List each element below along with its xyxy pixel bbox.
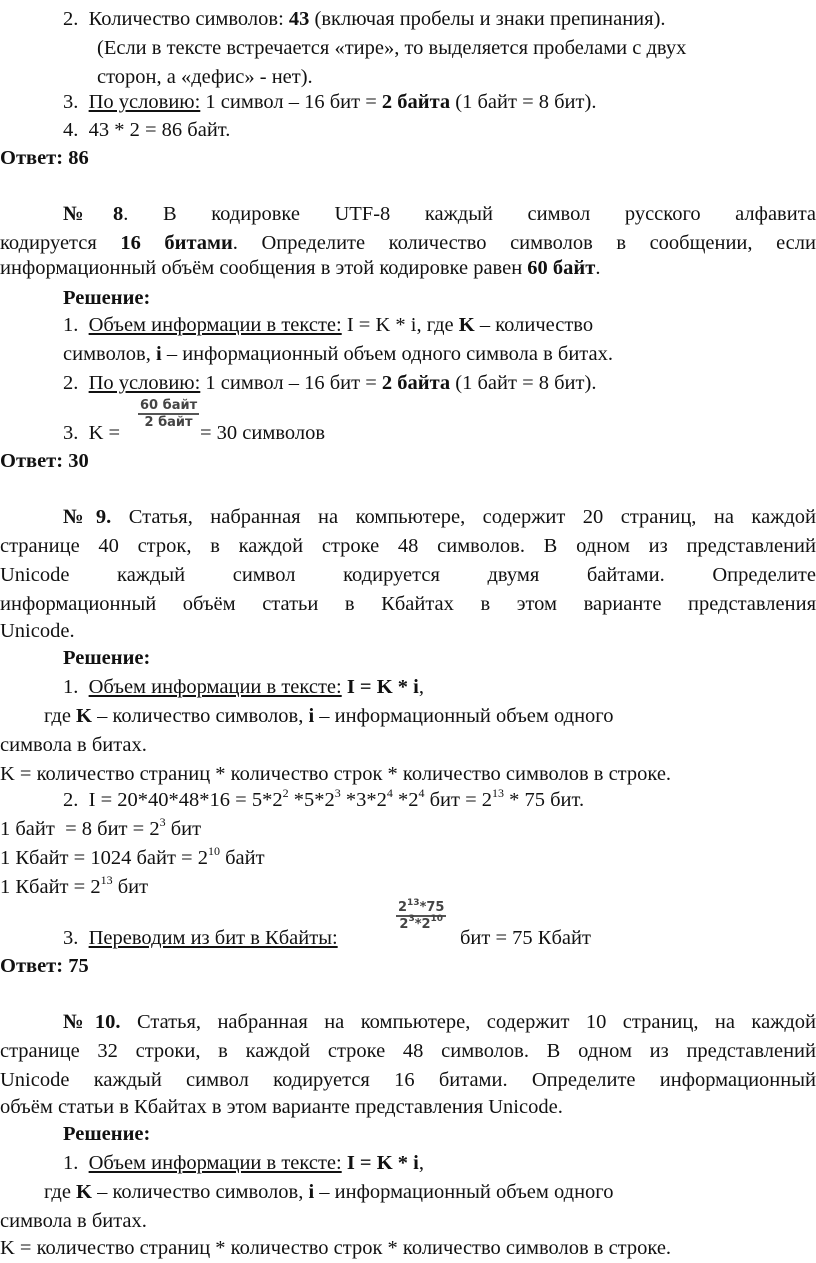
task-statement-line — [63, 503, 816, 532]
conversion-label: Переводим из бит в Кбайты: — [88, 927, 338, 949]
item-text: 2. Количество символов: — [63, 8, 289, 30]
list-item — [63, 311, 593, 340]
item-text: 1 символ – 16 бит = — [200, 372, 382, 394]
fraction-image — [138, 398, 199, 430]
calc-text: 2. I = 20*40*48*16 = 5*2 — [63, 789, 283, 811]
calc-text: бит — [112, 876, 149, 898]
k-formula: K = количество страниц * количество строк * количество символов в строке. — [0, 1237, 672, 1259]
calc-text: бит = 2 — [424, 789, 492, 811]
answer: Ответ: 30 — [0, 450, 89, 472]
item-text: – количество символов, — [92, 705, 309, 727]
exponent: 13 — [100, 873, 113, 888]
item-text: (1 байт = 8 бит). — [450, 91, 597, 113]
k-formula: K = количество страниц * количество строк * количество символов в строке. — [0, 763, 672, 785]
list-item — [63, 88, 596, 117]
exponent: 13 — [492, 786, 504, 801]
exponent: 4 — [418, 786, 425, 801]
calc-text: * 75 бит. — [504, 789, 585, 811]
fraction-part: *2 — [414, 916, 431, 932]
fraction-part: 2 — [399, 916, 409, 932]
task-bold: 16 битами — [120, 232, 233, 254]
task-statement-line: Unicode. — [0, 620, 75, 642]
item-bold: K — [458, 314, 475, 336]
task-number: №8 — [63, 203, 124, 225]
item-bold: 2 байта — [381, 372, 451, 394]
task-statement-line: странице 40 строк, в каждой строке 48 символов. В одном из представлений — [0, 535, 816, 557]
list-item — [63, 419, 120, 448]
char-count: 43 — [288, 8, 310, 30]
formula-label: Объем информации в тексте: — [88, 314, 342, 336]
exponent: 3 — [408, 914, 415, 925]
calc-text: *5*2 — [288, 789, 335, 811]
task-statement-line: странице 32 строки, в каждой строке 48 символов. В одном из представлений — [0, 1040, 816, 1062]
task-text: Статья, набранная на компьютере, содержит 20 страниц, на каждой — [111, 506, 816, 528]
item-text: (1 байт = 8 бит). — [450, 372, 597, 394]
list-item — [63, 1149, 424, 1178]
item-text: 3. K = — [63, 422, 121, 444]
list-item-continuation: (Если в тексте встречается «тире», то выделяется пробелами с двух — [97, 37, 687, 59]
exponent: 2 — [282, 786, 289, 801]
definition-line — [44, 1178, 613, 1207]
fraction-denominator — [397, 914, 445, 932]
item-text: I = K * i, где — [341, 314, 459, 336]
task-text: . В кодировке UTF-8 каждый символ русского алфавита — [123, 203, 816, 225]
task-bold: 60 байт — [527, 257, 596, 279]
list-item — [63, 5, 666, 34]
answer: Ответ: 75 — [0, 955, 89, 977]
solution-heading: Решение: — [63, 287, 151, 309]
fraction-numerator: 60 байт — [140, 398, 198, 413]
calc-text: бит — [165, 818, 202, 840]
answer: Ответ: 86 — [0, 147, 89, 169]
formula-label: Объем информации в тексте: — [88, 1152, 342, 1174]
task-number: №9. — [63, 506, 112, 528]
list-item — [63, 786, 584, 815]
item-number: 1. — [63, 676, 89, 698]
task-statement-line — [63, 1008, 816, 1037]
formula-label: Объем информации в тексте: — [88, 676, 342, 698]
item-text: , — [418, 676, 425, 698]
item-text: где — [44, 705, 77, 727]
formula-bold: I = K * i — [346, 1152, 419, 1174]
item-number: 2. — [63, 372, 89, 394]
list-item: 4. 43 * 2 = 86 байт. — [63, 119, 231, 141]
solution-heading: Решение: — [63, 647, 151, 669]
list-item-continuation — [63, 340, 613, 369]
condition-label: По условию: — [88, 372, 201, 394]
calc-text: 1 Кбайт = 1024 байт = 2 — [0, 847, 208, 869]
result-text: = 30 символов — [200, 422, 326, 444]
formula-bold: I = K * i — [346, 676, 419, 698]
exponent: 13 — [407, 897, 420, 908]
fraction-part: *75 — [419, 900, 445, 915]
calc-text: 1 Кбайт = 2 — [0, 876, 101, 898]
result-text: бит = 75 Кбайт — [460, 927, 591, 949]
item-bold: i — [155, 343, 162, 365]
equation-line — [0, 815, 201, 844]
definition-line: символа в битах. — [0, 1210, 147, 1232]
item-number: 1. — [63, 1152, 89, 1174]
definition-line — [44, 702, 613, 731]
item-number: 3. — [63, 927, 89, 949]
task-statement-line: Unicode каждый символ кодируется 16 битами. Определите информационный — [0, 1069, 816, 1091]
exponent: 10 — [430, 914, 444, 925]
item-text: – количество символов, — [92, 1181, 309, 1203]
item-text: символов, — [63, 343, 156, 365]
fraction-image — [396, 897, 446, 932]
item-text: – информационный объем одного — [314, 1181, 614, 1203]
task-statement-line — [63, 200, 816, 229]
item-text: – информационный объем одного символа в битах. — [161, 343, 613, 365]
task-statement-line: информационный объём статьи в Кбайтах в этом варианте представления — [0, 593, 816, 615]
task-text: кодируется — [0, 232, 121, 254]
list-item — [63, 369, 596, 398]
item-text: где — [44, 1181, 77, 1203]
fraction-denominator: 2 байт — [144, 414, 193, 430]
fraction-part: 2 — [398, 900, 408, 915]
item-number: 1. — [63, 314, 89, 336]
item-text: – информационный объем одного — [314, 705, 614, 727]
equation-line — [0, 873, 148, 902]
fraction-numerator — [396, 897, 446, 915]
task-number: №10. — [63, 1011, 121, 1033]
solution-heading: Решение: — [63, 1123, 151, 1145]
definition-line: символа в битах. — [0, 734, 147, 756]
item-text: (включая пробелы и знаки препинания). — [309, 8, 666, 30]
exponent: 3 — [159, 815, 166, 830]
list-item-continuation: сторон, а «дефис» - нет). — [97, 66, 313, 88]
exponent: 4 — [386, 786, 393, 801]
item-bold: 2 байта — [381, 91, 451, 113]
condition-link: По условию: — [88, 91, 201, 113]
calc-text: 1 байт = 8 бит = 2 — [0, 818, 160, 840]
task-statement-line: Unicode каждый символ кодируется двумя байтами. Определите — [0, 564, 816, 586]
exponent: 10 — [207, 844, 220, 859]
item-bold: i — [308, 705, 315, 727]
task-text: информационный объём сообщения в этой кодировке равен — [0, 257, 528, 279]
calc-text: байт — [219, 847, 265, 869]
equation-line — [0, 844, 265, 873]
list-item — [63, 924, 338, 953]
item-number: 3. — [63, 91, 89, 113]
task-text: . Определите количество символов в сообщении, если — [232, 232, 816, 254]
task-text: . — [595, 257, 601, 279]
task-statement-line: объём статьи в Кбайтах в этом варианте представления Unicode. — [0, 1096, 563, 1118]
item-text: , — [418, 1152, 425, 1174]
calc-text: *2 — [392, 789, 419, 811]
item-bold: K — [76, 705, 92, 727]
calc-text: *3*2 — [340, 789, 387, 811]
task-statement-line — [0, 254, 600, 283]
item-bold: i — [308, 1181, 315, 1203]
item-bold: K — [76, 1181, 92, 1203]
item-text: 1 символ – 16 бит = — [200, 91, 382, 113]
list-item — [63, 673, 424, 702]
task-text: Статья, набранная на компьютере, содержит 10 страниц, на каждой — [120, 1011, 816, 1033]
item-text: – количество — [474, 314, 594, 336]
exponent: 3 — [334, 786, 341, 801]
